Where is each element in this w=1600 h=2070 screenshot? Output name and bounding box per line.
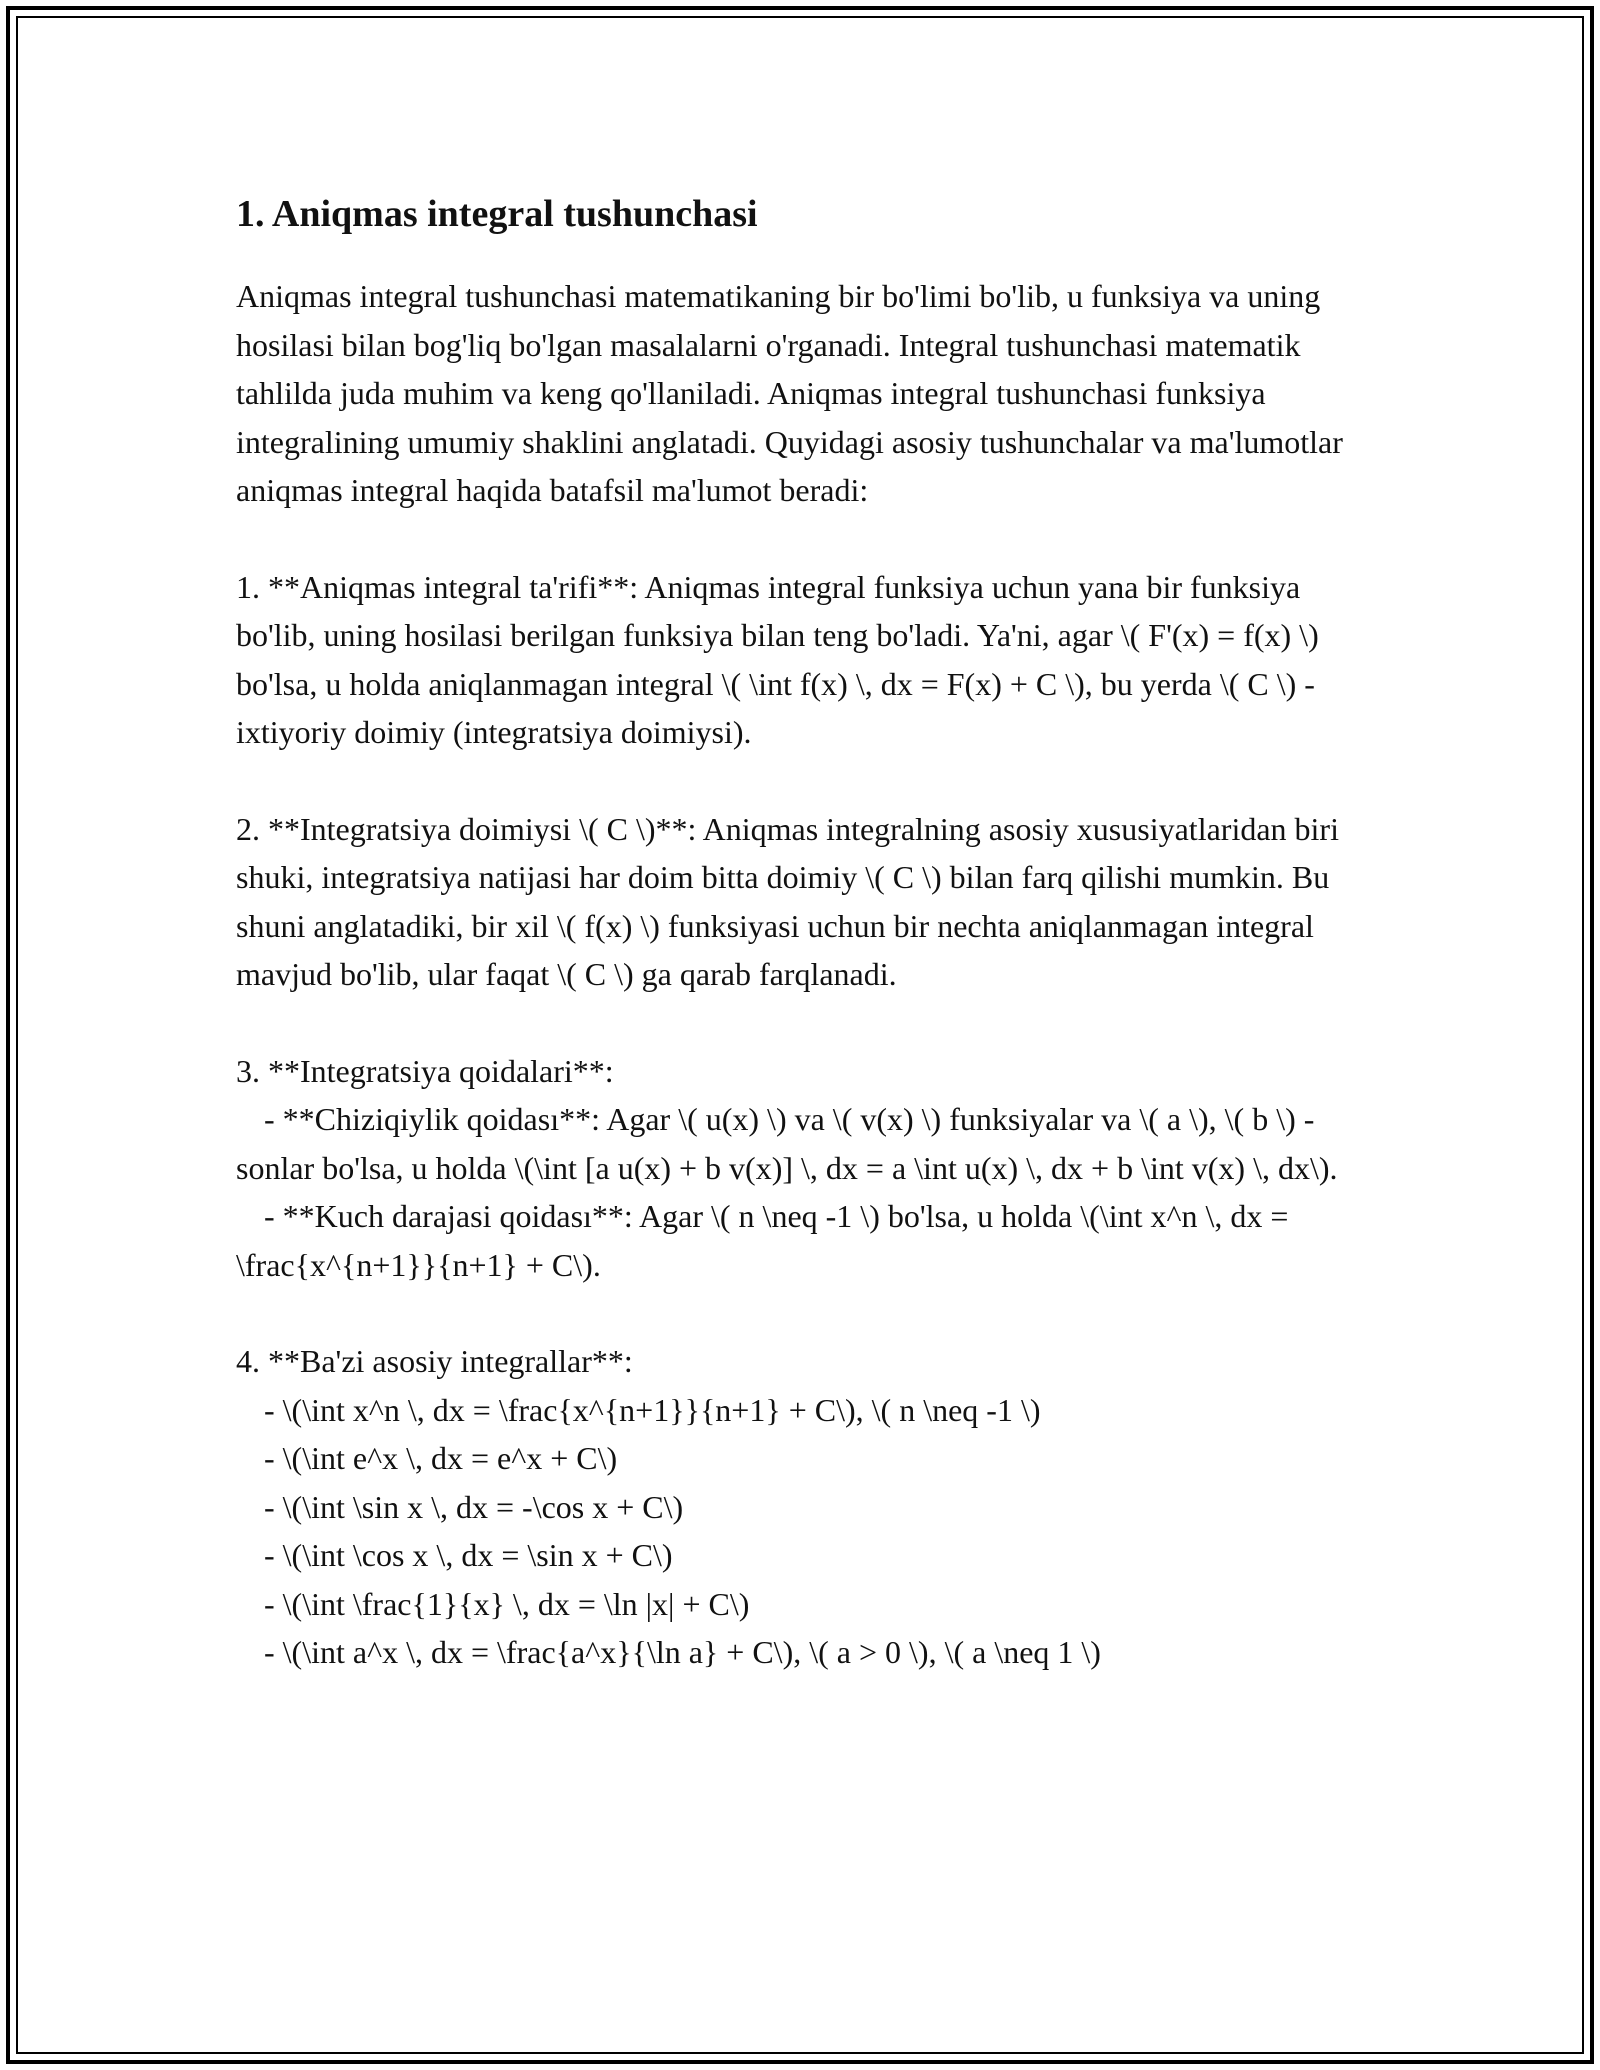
basic-integrals-heading: 4. **Ba'zi asosiy integrallar**: — [236, 1343, 633, 1379]
definition-paragraph: 1. **Aniqmas integral ta'rifi**: Aniqmas integral funksiya uchun yana bir funksiya bo'lib, uning hosilasi berilgan funksiya bilan teng bo'ladi. Ya'ni, agar \( F'(x) = f(x) \) bo'lsa, u holda aniqlanmagan integral \( \int f(x) \, dx = F(x) + C \), bu yerda \( C \) - ixtiyoriy doimiy (integratsiya doimiysi). — [236, 568, 1319, 750]
integral-item-sin: - \(\int \sin x \, dx = -\cos x + C\) — [264, 1488, 684, 1525]
integral-item-power: - \(\int x^n \, dx = \frac{x^{n+1}}{n+1} + C\), \( n \neq -1 \) — [264, 1391, 1041, 1428]
document-body — [236, 186, 1376, 1725]
integral-item-ax: - \(\int a^x \, dx = \frac{a^x}{\ln a} + C\), \( a > 0 \), \( a \neq 1 \) — [264, 1634, 1101, 1670]
integral-item-cos: - \(\int \cos x \, dx = \sin x + C\) — [264, 1537, 673, 1573]
integral-item-exp: - \(\int e^x \, dx = e^x + C\) — [264, 1440, 618, 1476]
constant-paragraph: 2. **Integratsiya doimiysi \( C \)**: Aniqmas integralning asosiy xususiyatlaridan biri shuki, integratsiya natijasi har doim bitta doimiy \( C \) bilan farq qilishi mumkin. Bu shuni anglatadiki, bir xil \( f(x) \) funksiyasi uchun bir nechta aniqlanmagan integral mavjud bo'lib, ular faqat \( C \) ga qarab farqlanadi. — [236, 810, 1339, 992]
intro-paragraph: Aniqmas integral tushunchasi matematikaning bir bo'limi bo'lib, u funksiya va uning hosilasi bilan bog'liq bo'lgan masalalarni o'rganadi. Integral tushunchasi matematik tahlilda juda muhim va keng qo'llaniladi. Aniqmas integral tushunchasi funksiya integralining umumiy shaklini anglatadi. Quyidagi asosiy tushunchalar va ma'lumotlar aniqmas integral haqida batafsil ma'lumot beradi: — [236, 278, 1343, 508]
section-heading: 1. Aniqmas integral tushunchasi — [236, 193, 758, 235]
basic-integrals-block — [236, 1337, 1376, 1677]
rules-heading: 3. **Integratsiya qoidalari**: — [236, 1052, 614, 1089]
integration-rules-block — [236, 1047, 1376, 1290]
rule-linearity: - **Chiziqiylik qoidası**: Agar \( u(x) \) va \( v(x) \) funksiyalar va \( a \), \( b \) - sonlar bo'lsa, u holda \(\int [a u(x) + b v(x)] \, dx = a \int u(x) \, dx + b \int v(x) \, dx\). — [236, 1101, 1338, 1186]
rule-power: - **Kuch darajasi qoidası**: Agar \( n \neq -1 \) bo'lsa, u holda \(\int x^n \, dx = \frac{x^{n+1}}{n+1} + C\). — [236, 1198, 1297, 1283]
integral-item-reciprocal: - \(\int \frac{1}{x} \, dx = \ln |x| + C\) — [264, 1585, 750, 1622]
